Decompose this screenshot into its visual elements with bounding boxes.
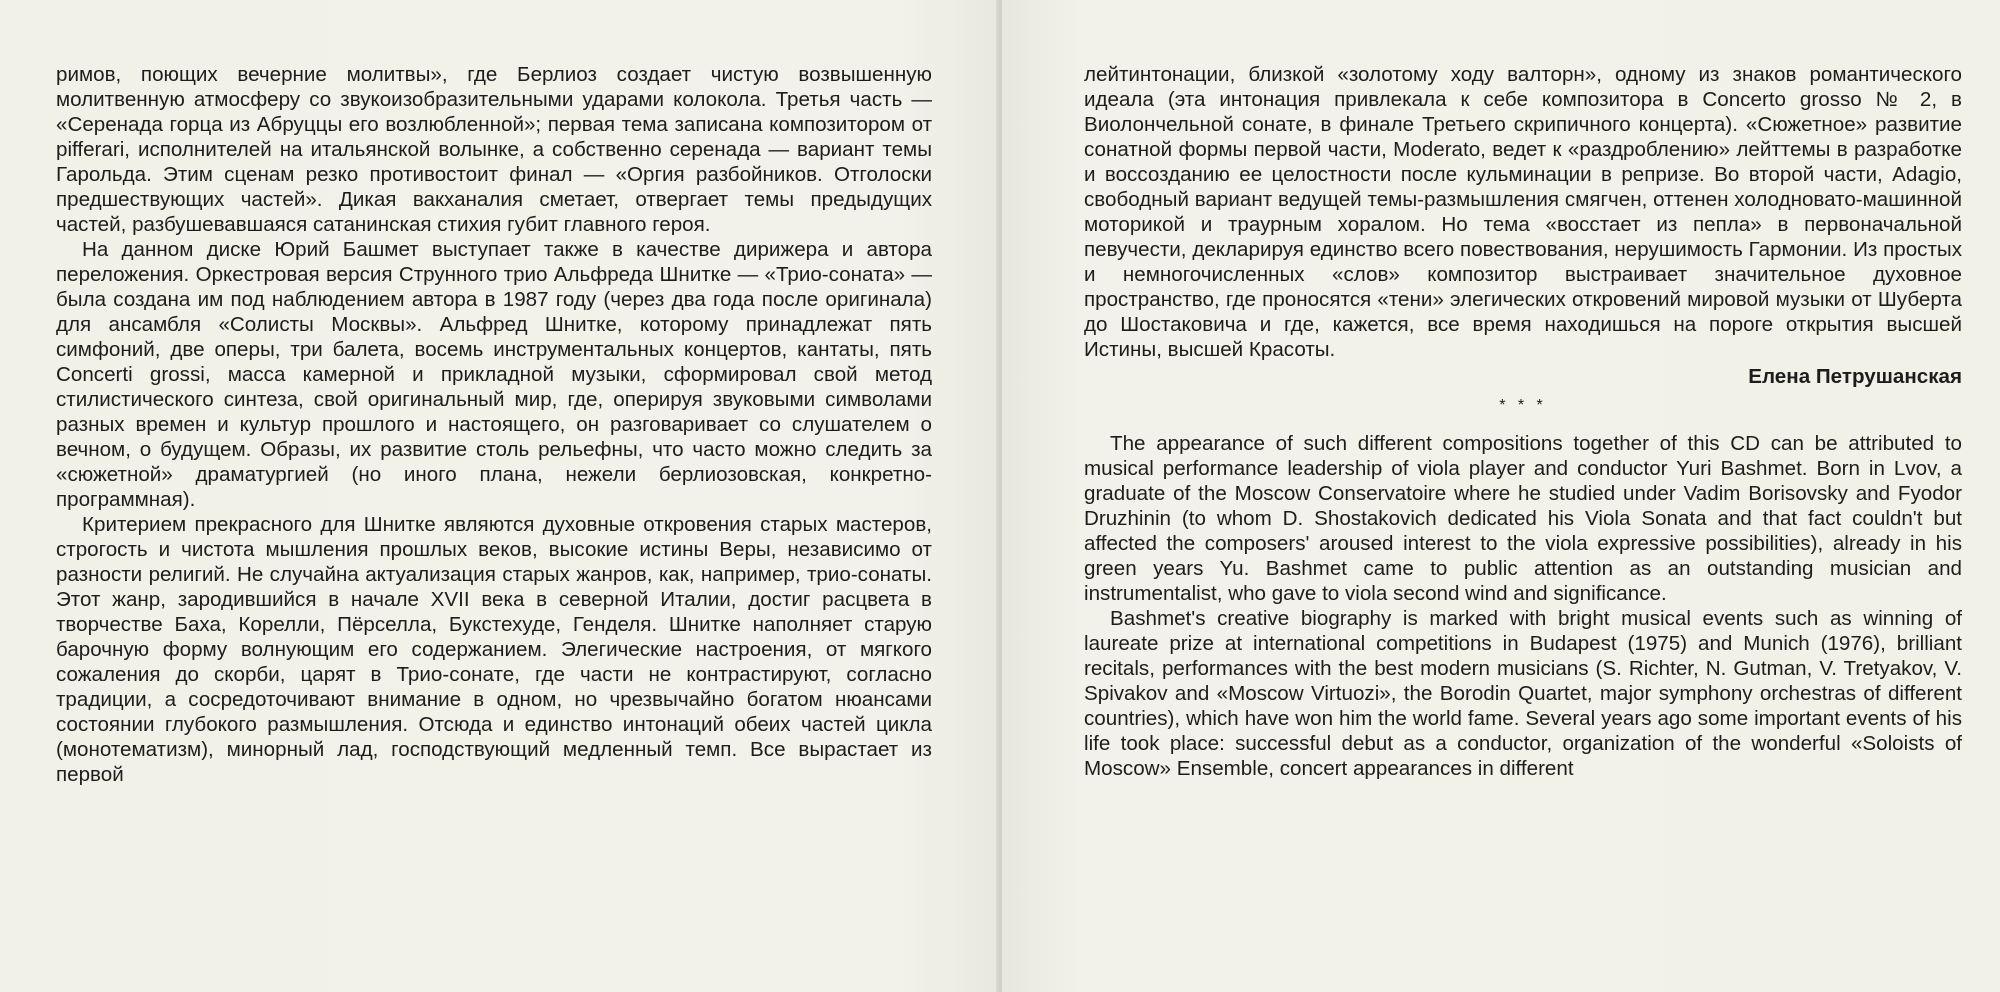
right-paragraph-en-1: The appearance of such different compositions together of this CD can be attributed to musical performance leadership of viola player and conductor Yuri Bashmet. Born in Lvov, a graduate of the Moscow Conservatoire where he studied under Vadim Borisovsky and Fyodor Druzhinin (to whom D. Shostakovich dedicated his Viola Sonata and that fact couldn't but affected the composers' aroused interest to the viola expressive possibilities), already in his green years Yu. Bashmet came to public attention as an outstanding musician and instrumentalist, who gave to viola second wind and significance.	[1084, 432, 1962, 605]
right-paragraph-ru-1: лейтинтонации, близкой «золотому ходу валторн», одному из знаков романтического идеала (эта интонация привлекала к себе композитора в Concerto grosso № 2, в Виолончельной сонате, в финале Третьего скрипичного концерта). «Сюжетное» развитие сонатной формы первой части, Moderato, ведет к «раздроблению» лейттемы в разработке и воссозданию ее целостности после кульминации в репризе. Во второй части, Adagio, свободный вариант ведущей темы-размышления смягчен, оттенен холодновато-машинной моторикой и траурным хоралом. Но тема «восстает из пепла» в первоначальной певучести, декларируя единство всего повествования, нерушимость Гармонии. Из простых и немногочисленных «слов» композитор выстраивает значительное духовное пространство, где проносятся «тени» элегических откровений мировой музыки от Шуберта до Шостаковича и где, кажется, все время находишься на пороге открытия высшей Истины, высшей Красоты.	[1084, 63, 1962, 361]
right-paragraph-en-2: Bashmet's creative biography is marked with bright musical events such as winning of laureate prize at international competitions in Budapest (1975) and Munich (1976), brilliant recitals, performances with the best modern musicians (S. Richter, N. Gutman, V. Tretyakov, V. Spivakov and «Moscow Virtuozi», the Borodin Quartet, major symphony orchestras of different countries), which have won him the world fame. Several years ago some important events of his life took place: successful debut as a conductor, organization of the wonderful «Soloists of Moscow» Ensemble, concert appearances in different	[1084, 607, 1962, 780]
right-page	[1002, 0, 2000, 992]
left-text-column	[56, 62, 932, 787]
left-paragraph-3: Критерием прекрасного для Шнитке являются духовные откровения старых мастеров, строгость и чистота мышления прошлых веков, высокие истины Веры, независимо от разности религий. Не случайна актуализация старых жанров, как, например, трио-сонаты. Этот жанр, зародившийся в начале XVII века в северной Италии, достиг расцвета в творчестве Баха, Корелли, Пёрселла, Букстехуде, Генделя. Шнитке наполняет старую барочную форму волнующим его содержанием. Элегические настроения, от мягкого сожаления до скорби, царят в Трио-сонате, где части не контрастируют, согласно традиции, а сосредоточивают внимание в одном, но чрезвычайно богатом нюансами состоянии глубокого размышления. Отсюда и единство интонаций обеих частей цикла (монотематизм), минорный лад, господствующий медленный темп. Все вырастает из первой	[56, 513, 932, 786]
left-paragraph-2: На данном диске Юрий Башмет выступает также в качестве дирижера и автора переложения. Оркестровая версия Струнного трио Альфреда Шнитке — «Трио-соната» — была создана им под наблюдением автора в 1987 году (через два года после оригинала) для ансамбля «Солисты Москвы». Альфред Шнитке, которому принадлежат пять симфоний, две оперы, три балета, восемь инструментальных концертов, кантаты, пять Concerti grossi, масса камерной и прикладной музыки, сформировал свой метод стилистического синтеза, свой оригинальный мир, где, оперируя звуковыми символами разных времен и культур прошлого и настоящего, он разговаривает со слушателем о вечном, о будущем. Образы, их развитие столь рельефны, что часто можно следить за «сюжетной» драматургией (но иного плана, нежели берлиозовская, конкретно-программная).	[56, 238, 932, 511]
section-separator: * * *	[1499, 397, 1547, 414]
left-paragraph-1: римов, поющих вечерние молитвы», где Берлиоз создает чистую возвышенную молитвенную атмосферу со звукоизобразительными ударами колокола. Третья часть — «Серенада горца из Абруццы его возлюбленной»; первая тема записана композитором от pifferari, исполнителей на итальянской волынке, а собственно серенада — вариант темы Гарольда. Этим сценам резко противостоит финал — «Оргия разбойников. Отголоски предшествующих частей». Дикая вакханалия сметает, отвергает темы предыдущих частей, разбушевавшаяся сатанинская стихия губит главного героя.	[56, 63, 932, 236]
author-signature: Елена Петрушанская	[1748, 365, 1962, 388]
right-text-column	[1084, 62, 1962, 781]
left-page	[0, 0, 998, 992]
